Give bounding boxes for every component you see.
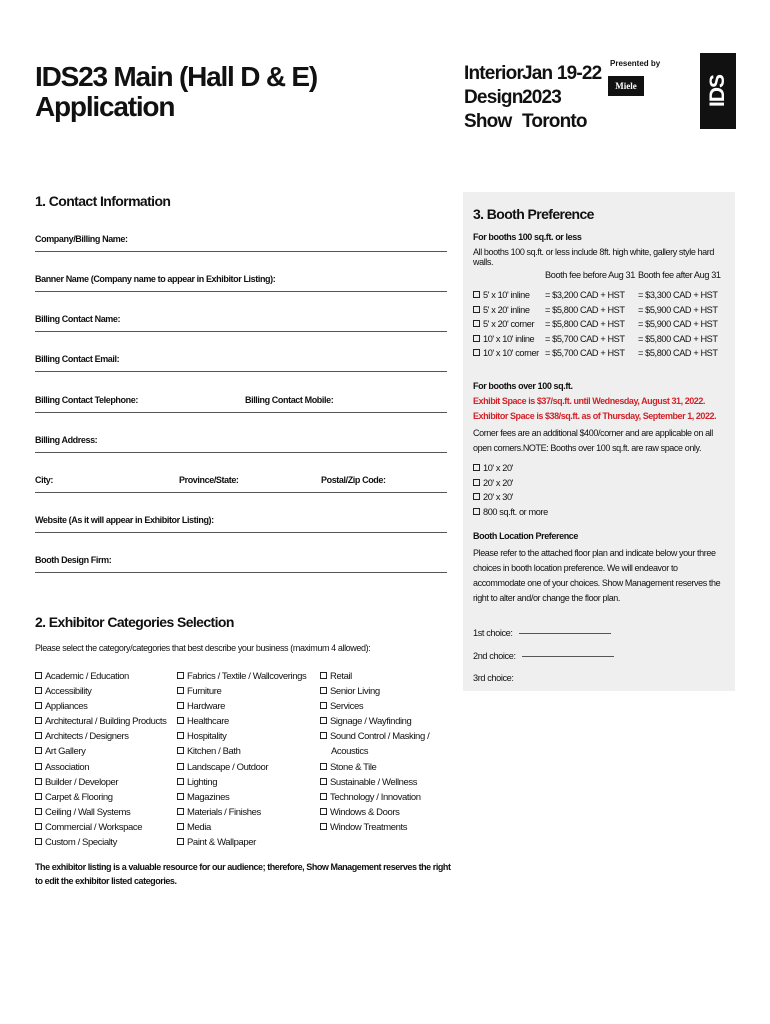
checkbox[interactable] [473,464,480,471]
fee-after-header: Booth fee after Aug 31 [638,270,721,280]
location-choice[interactable] [473,645,614,668]
checkbox[interactable] [35,838,42,845]
checkbox[interactable] [473,335,480,342]
checkbox-label: Builder / Developer [45,776,119,788]
checkbox[interactable] [473,479,480,486]
fee-option-label: 5' x 20' corner [483,319,535,330]
fee-before-header: Booth fee before Aug 31 [545,270,635,280]
fee-before: = $5,700 CAD + HST [545,333,625,344]
location-text: Please refer to the attached floor plan and indicate below your three choices in booth location preference. We will endeavor to accommodate one of your choices. Show Management reserves the right to alter and/or change the floor plan. [473,548,721,603]
category-item[interactable] [177,835,306,850]
fee-option[interactable] [473,346,545,361]
checkbox[interactable] [320,778,327,785]
ids-logo: IDS [700,53,736,129]
province-label: Province/State: [179,475,239,485]
checkbox[interactable] [35,702,42,709]
price-until-aug: Exhibit Space is $37/sq.ft. until Wednesday, August 31, 2022. [473,396,705,406]
checkbox[interactable] [320,732,327,739]
checkbox-label: Window Treatments [330,821,408,833]
address-field[interactable]: Billing Address: [35,423,447,453]
checkbox[interactable] [320,763,327,770]
category-item[interactable] [35,835,166,850]
checkbox[interactable] [177,732,184,739]
category-item[interactable] [35,699,166,714]
category-item[interactable] [35,805,166,820]
category-item[interactable] [177,760,306,775]
sponsor-logo: Miele [608,76,644,96]
checkbox[interactable] [35,717,42,724]
fee-table [473,288,735,361]
checkbox-label: Magazines [187,791,230,803]
category-item[interactable] [177,729,306,744]
corner-note: Corner fees are an additional $400/corner and are applicable on all open corners.NOTE: Booths over 100 sq.ft. are raw space only. [473,428,713,453]
checkbox[interactable] [177,672,184,679]
checkbox[interactable] [320,717,327,724]
choice-input[interactable] [522,656,614,657]
checkbox-label: Fabrics / Textile / Wallcoverings [187,671,307,682]
checkbox-label: Hardware [187,701,225,713]
checkbox[interactable] [35,808,42,815]
checkbox-label: Architectural / Building Products [45,716,167,728]
checkbox[interactable] [473,320,480,327]
checkbox[interactable] [35,778,42,785]
checkbox[interactable] [35,823,42,830]
location-choice[interactable] [473,622,614,645]
checkbox[interactable] [177,823,184,830]
category-column-3 [320,669,429,835]
checkbox[interactable] [177,687,184,694]
category-item[interactable] [320,684,429,699]
fee-before: = $3,200 CAD + HST [545,290,625,300]
checkbox[interactable] [320,793,327,800]
contact-name-field[interactable]: Billing Contact Name: [35,302,447,332]
category-item[interactable] [320,775,429,790]
categories-heading: 2. Exhibitor Categories Selection [35,614,234,630]
large-booths-heading: For booths over 100 sq.ft. [473,381,573,391]
checkbox-label: Association [45,761,90,773]
page-title: IDS23 Main (Hall D & E) Application [35,61,318,122]
checkbox-label: Windows & Doors [330,806,400,818]
category-item[interactable] [320,790,429,805]
location-heading: Booth Location Preference [473,531,579,541]
categories-footnote: The exhibitor listing is a valuable resource for our audience; therefore, Show Management reserves the right to edit the exhibitor listed categories. [35,862,451,886]
checkbox[interactable] [177,778,184,785]
checkbox[interactable] [177,793,184,800]
checkbox[interactable] [473,306,480,313]
checkbox-label: Kitchen / Bath [187,746,241,758]
design-firm-field[interactable]: Booth Design Firm: [35,543,447,573]
checkbox-label: Art Gallery [45,746,86,758]
fee-before: = $5,700 CAD + HST [545,348,625,359]
checkbox-label: Sound Control / Masking / [330,731,430,743]
large-booth-option[interactable] [473,476,548,491]
fee-row[interactable] [473,288,735,303]
category-item[interactable] [35,775,166,790]
checkbox-label: Lighting [187,776,218,788]
mobile-label: Billing Contact Mobile: [245,395,334,405]
checkbox-label: Materials / Finishes [187,806,261,818]
checkbox-label: Commercial / Workspace [45,821,143,833]
checkbox[interactable] [177,808,184,815]
presented-by: Presented by [610,59,661,68]
checkbox[interactable] [320,687,327,694]
location-choice[interactable] [473,667,614,690]
large-booth-options [473,461,548,519]
choice-label: 2nd choice: [473,650,516,661]
booth-preference-panel [463,192,735,691]
fee-row[interactable] [473,317,735,332]
checkbox[interactable] [35,672,42,679]
category-item[interactable] [35,760,166,775]
checkbox-label: Ceiling / Wall Systems [45,806,131,818]
checkbox-label: Signage / Wayfinding [330,716,412,728]
categories-instruction: Please select the category/categories that best describe your business (maximum 4 allowed): [35,643,371,653]
checkbox-label: Retail [330,671,352,682]
price-from-sep: Exhibitor Space is $38/sq.ft. as of Thursday, September 1, 2022. [473,411,717,421]
checkbox-label: Senior Living [330,686,380,698]
fee-before: = $5,800 CAD + HST [545,304,625,315]
fee-row[interactable] [473,303,735,318]
checkbox-label: Media [187,821,211,833]
checkbox[interactable] [177,838,184,845]
checkbox[interactable] [320,702,327,709]
category-item[interactable] [177,790,306,805]
fee-option[interactable] [473,332,545,347]
checkbox[interactable] [35,763,42,770]
fee-option-label: 10' x 10' inline [483,333,535,344]
category-item[interactable] [177,684,306,699]
checkbox[interactable] [35,687,42,694]
fee-option[interactable] [473,317,545,332]
category-item[interactable] [177,699,306,714]
checkbox-label: Accessibility [45,686,92,698]
checkbox[interactable] [320,672,327,679]
checkbox-label: Appliances [45,701,88,713]
fee-row[interactable] [473,346,735,361]
fee-option[interactable] [473,303,545,318]
category-item[interactable] [35,669,166,684]
email-field[interactable]: Billing Contact Email: [35,342,447,372]
category-item[interactable] [177,775,306,790]
company-field[interactable]: Company/Billing Name: [35,222,447,252]
fee-after: = $5,800 CAD + HST [638,348,718,359]
checkbox[interactable] [473,349,480,356]
telephone-label: Billing Contact Telephone: [35,395,138,405]
category-item[interactable] [35,790,166,805]
contact-heading: 1. Contact Information [35,193,171,209]
checkbox-label: Custom / Specialty [45,837,117,849]
checkbox-label: Furniture [187,686,222,698]
fee-before: = $5,800 CAD + HST [545,319,625,330]
fee-after: = $3,300 CAD + HST [638,290,718,300]
category-item[interactable] [320,714,429,729]
checkbox[interactable] [473,508,480,515]
checkbox-label: 20' x 20' [483,477,514,488]
checkbox-label: Services [330,701,364,713]
checkbox[interactable] [35,747,42,754]
category-item[interactable] [35,714,166,729]
category-item[interactable] [177,714,306,729]
category-column-1 [35,669,166,850]
category-item[interactable] [35,744,166,759]
category-column-2 [177,669,306,850]
checkbox[interactable] [473,291,480,298]
category-item[interactable] [320,729,429,744]
category-continuation: Acoustics [331,746,369,758]
choice-label: 1st choice: [473,628,513,638]
booth-heading: 3. Booth Preference [473,206,594,222]
checkbox[interactable] [177,702,184,709]
checkbox[interactable] [320,823,327,830]
category-item[interactable] [320,699,429,714]
category-item[interactable] [320,669,429,684]
fee-option[interactable] [473,288,545,303]
checkbox[interactable] [35,793,42,800]
category-item[interactable] [177,820,306,835]
category-item[interactable] [320,760,429,775]
checkbox-label: 10' x 20' [483,463,514,473]
checkbox[interactable] [177,763,184,770]
checkbox-label: Technology / Innovation [330,791,421,803]
fee-after: = $5,900 CAD + HST [638,319,718,330]
checkbox-label: Hospitality [187,731,227,743]
postal-label: Postal/Zip Code: [321,475,386,485]
checkbox[interactable] [473,493,480,500]
choices [473,622,614,690]
checkbox-label: Healthcare [187,716,229,728]
fee-option-label: 10' x 10' corner [483,348,539,359]
checkbox-label: Stone & Tile [330,761,377,773]
show-info: Interior Jan 19-22 Design 2023 Show Toronto [464,63,602,132]
category-item[interactable] [35,820,166,835]
fee-option-label: 5' x 10' inline [483,290,530,300]
category-item[interactable] [35,729,166,744]
category-item[interactable] [35,684,166,699]
city-row[interactable] [35,463,447,493]
large-booth-option[interactable] [473,461,548,476]
choice-input[interactable] [519,633,611,634]
checkbox[interactable] [35,732,42,739]
category-item[interactable] [177,805,306,820]
checkbox[interactable] [177,717,184,724]
small-booths-heading: For booths 100 sq.ft. or less [473,232,582,242]
fee-after: = $5,900 CAD + HST [638,304,718,315]
city-label: City: [35,475,53,485]
checkbox-label: 800 sq.ft. or more [483,506,548,517]
large-booth-option[interactable] [473,505,548,520]
checkbox-label: Sustainable / Wellness [330,776,418,788]
checkbox[interactable] [177,747,184,754]
checkbox-label: Carpet & Flooring [45,791,113,803]
fee-after: = $5,800 CAD + HST [638,333,718,344]
phone-row[interactable] [35,383,447,413]
website-field[interactable]: Website (As it will appear in Exhibitor Listing): [35,503,447,533]
category-item[interactable] [177,669,306,684]
choice-label: 3rd choice: [473,673,514,683]
fee-row[interactable] [473,332,735,347]
fee-option-label: 5' x 20' inline [483,304,530,315]
category-item[interactable] [177,744,306,759]
checkbox-label: Landscape / Outdoor [187,761,269,773]
checkbox[interactable] [320,808,327,815]
checkbox-label: Architects / Designers [45,731,129,743]
category-item[interactable] [320,805,429,820]
checkbox-label: 20' x 30' [483,492,514,503]
large-booth-option[interactable] [473,490,548,505]
small-booths-desc: All booths 100 sq.ft. or less include 8ft. high white, gallery style hard walls. [473,247,714,267]
category-item[interactable] [320,820,429,835]
checkbox-label: Academic / Education [45,671,129,682]
checkbox-label: Paint & Wallpaper [187,837,256,849]
banner-field[interactable]: Banner Name (Company name to appear in Exhibitor Listing): [35,262,447,292]
